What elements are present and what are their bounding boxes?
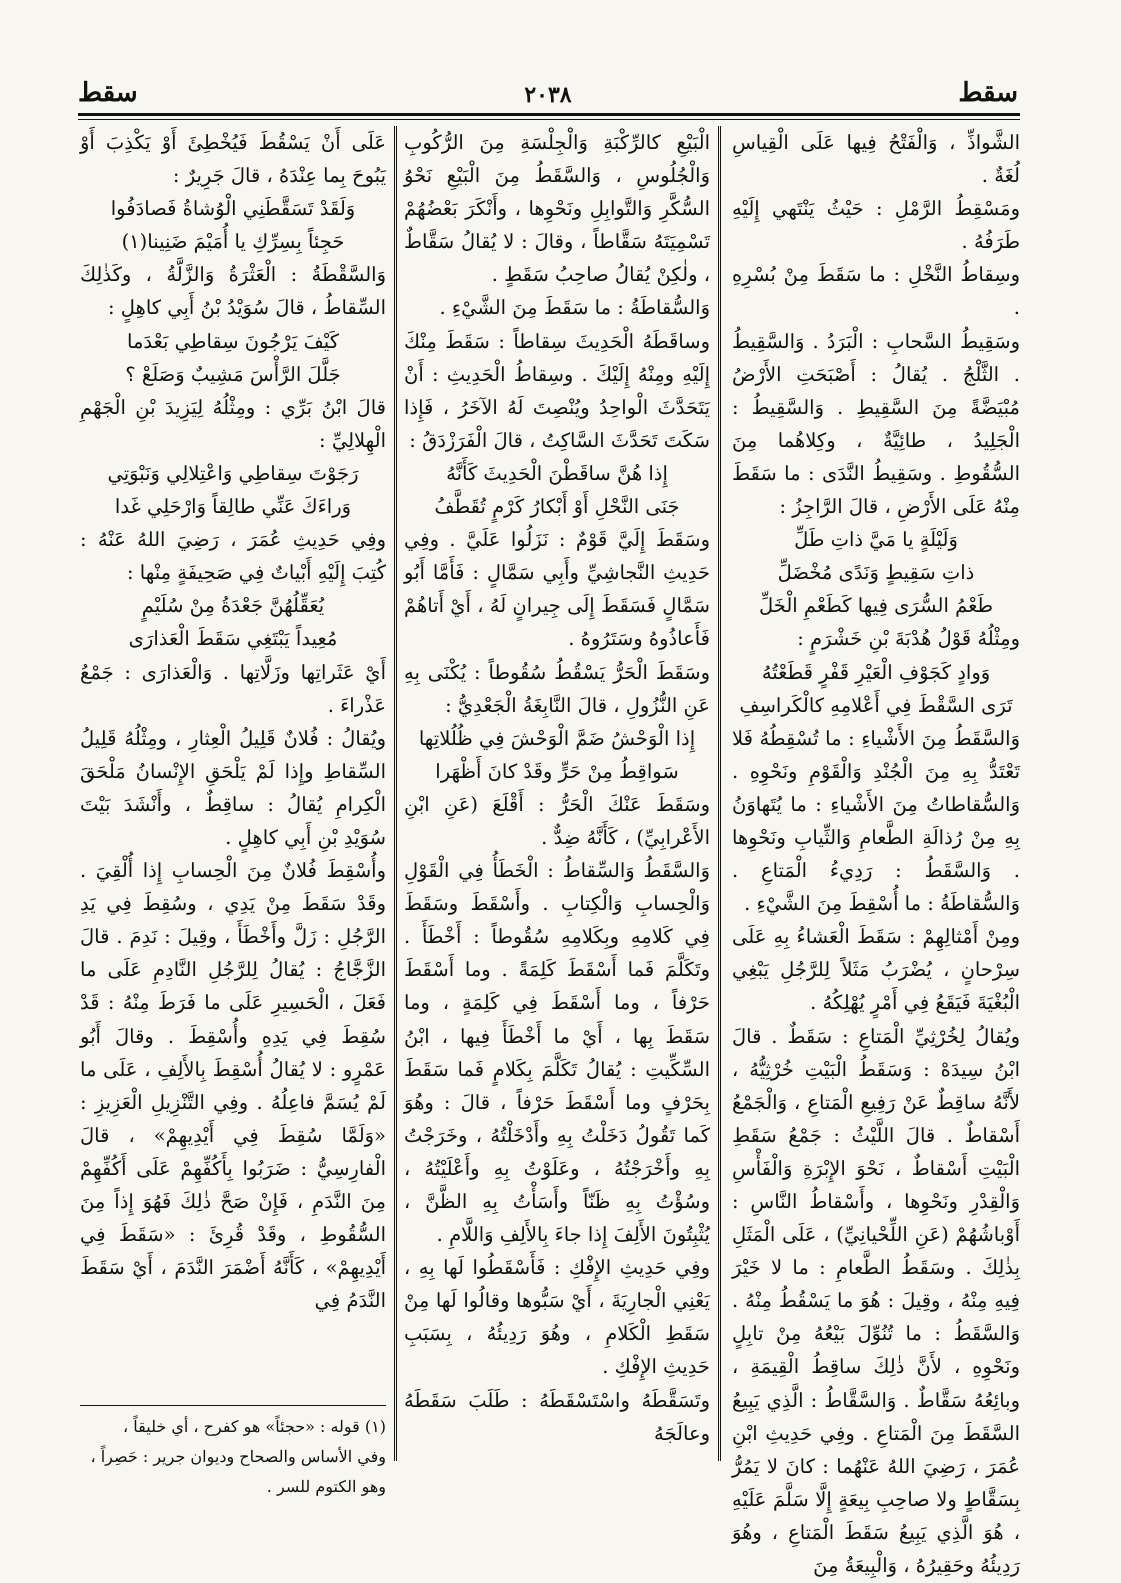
paragraph: وسَقَطَ إِلَيَّ قَوْمٌ : نَزَلُوا عَلَيَّ . وفِي حَدِيثِ النَّجاشِيِّ وأَبِي سَمَّالٍ : فَأَمَّا أَبُو سَمَّالٍ فَسَقَطَ إِلَى جِيرانٍ لَهُ ، أَيْ أَتاهُمْ فَأَعاذُوهُ وسَتَرُوهُ .	[404, 528, 710, 651]
paragraph: وأُسْقِطَ فُلانٌ مِنَ الْحِسابِ إِذا أُلْقِيَ . وقَدْ سَقَطَ مِنْ يَدِي ، وسُقِطَ فِي يَدِ الرَّجُلِ : زَلَّ وأَخْطَأَ ، وقِيلَ : نَدِمَ . قالَ الزَّجَّاجُ : يُقالُ لِلرَّجُلِ النَّادِمِ عَلَى ما فَعَلَ ، الْحَسِيرِ عَلَى ما فَرَطَ مِنْهُ : قَدْ سُقِطَ فِي يَدِهِ وأُسْقِطَ . وقالَ أَبُو عَمْرٍو : لا يُقالُ أُسْقِطَ بِالأَلِفِ ، عَلَى ما لَمْ يُسَمَّ فاعِلُهُ . وفِي التَّنْزِيلِ الْعَزِيزِ : «وَلَمَّا سُقِطَ فِي أَيْدِيهِمْ» ، قالَ الْفارِسِيُّ : ضَرَبُوا بِأَكُفِّهِمْ عَلَى أَكُفِّهِمْ مِنَ النَّدَمِ ، فَإِنْ صَحَّ ذٰلِكَ فَهُوَ إِذاً مِنَ السُّقُوطِ ، وقَدْ قُرِئَ : «سَقَطَ فِي أَيْدِيهِمْ» ، كَأَنَّهُ أَضْمَرَ النَّدَمَ ، أَيْ سَقَطَ النَّدَمُ فِي	[80, 859, 386, 1313]
paragraph: وَالسَّقَطُ وَالسِّقاطُ : الْخَطَأُ فِي الْقَوْلِ وَالْحِسابِ وَالْكِتابِ . وأَسْقَطَ وسَقَطَ فِي كَلامِهِ وبِكَلامِهِ سُقُوطاً : أَخْطَأَ . وتَكَلَّمَ فَما أَسْقَطَ كَلِمَةً . وما أَسْقَطَ حَرْفاً ، وما أَسْقَطَ فِي كَلِمَةٍ ، وما سَقَطَ بِها ، أَيْ ما أَخْطَأَ فِيها ، ابْنُ السِّكِّيتِ : يُقالُ تَكَلَّمَ بِكَلامٍ فَما سَقَطَ بِحَرْفٍ وما أَسْقَطَ حَرْفاً ، قالَ : وهُوَ كَما تَقُولُ دَخَلْتُ بِهِ وأَدْخَلْتُهُ ، وخَرَجْتُ بِهِ وأَخْرَجْتُهُ ، وعَلَوْتُ بِهِ وأَعْلَيْتُهُ ، وسُؤْتُ بِهِ ظَنّاً وأَسَأْتُ بِهِ الظَّنَّ ، يُثْبِتُونَ الأَلِفَ إِذا جاءَ بِالأَلِفِ وَاللَّامِ .	[404, 859, 710, 1247]
paragraph: ومِنْ أَمْثالِهِمْ : سَقَطَ الْعَشاءُ بِهِ عَلَى سِرْحانٍ ، يُضْرَبُ مَثَلاً لِلرَّجُلِ يَبْغِي الْبُغْيَةَ فَيَقَعُ فِي أَمْرٍ يُهْلِكُهُ .	[732, 925, 1020, 1015]
paragraph: وَالسَّقَطُ مِنَ الأَشْياءِ : ما تُسْقِطُهُ فَلا تَعْتَدُّ بِهِ مِنَ الْجُنْدِ وَالْقَوْمِ ونَحْوِهِ . وَالسُّقاطاتُ مِنَ الأَشْياءِ : ما يُتَهاوَنُ بِهِ مِنْ رُذالَةِ الطَّعامِ وَالثِّيابِ ونَحْوِها . وَالسَّقَطُ : رَدِيءُ الْمَتاعِ . وَالسُّقاطَةُ : ما أُسْقِطَ مِنَ الشَّيْءِ .	[732, 726, 1020, 916]
verse-line: إِذا هُنَّ ساقَطْنَ الْحَدِيثَ كَأَنَّهُ	[446, 461, 668, 485]
footnote-line: (١) قوله : «حجئاً» هو كفرح ، أي خليقاً ،	[123, 1417, 386, 1436]
paragraph: الْبَيْعِ كالرِّكْبَةِ وَالْجِلْسَةِ مِنَ الرُّكُوبِ وَالْجُلُوسِ ، وَالسَّقَطُ مِنَ الْبَيْعِ نَحْوُ السُّكَّرِ وَالتَّوابِلِ ونَحْوِها ، وأَنْكَرَ بَعْضُهُمْ تَسْمِيَتَهُ سَقَّاطاً ، وقالَ : لا يُقالُ سَقَّاطٌ ، ولٰكِنْ يُقالُ صاحِبُ سَقَطٍ .	[404, 131, 710, 287]
paragraph: وفِي حَدِيثِ عُمَرَ ، رَضِيَ اللهُ عَنْهُ : كُتِبَ إِلَيْهِ أَبْياتٌ فِي صَحِيفَةٍ مِنْها :	[80, 528, 386, 585]
verse-line: ذاتِ سَقِيطٍ وَنَدًى مُخْضَلِّ	[777, 561, 975, 585]
headword-left: سقط	[78, 78, 138, 108]
paragraph: ومِثْلُهُ قَوْلُ هُدْبَةَ بْنِ خَشْرَمٍ :	[797, 627, 1020, 651]
paragraph: وسَقِيطُ السَّحابِ : الْبَرَدُ . وَالسَّقِيطُ . الثَّلْجُ . يُقالُ : أَصْبَحَتِ الأَرْضُ مُبْيَضَّةً مِنَ السَّقِيطِ . وَالسَّقِيطُ : الْجَلِيدُ ، طائِيَّةٌ ، وكِلاهُما مِنَ السُّقُوطِ . وسَقِيطُ النَّدَى : ما سَقَطَ مِنْهُ عَلَى الأَرْضِ ، قالَ الرَّاجِزُ :	[732, 329, 1020, 519]
paragraph: ويُقالُ : فُلانٌ قَلِيلُ الْعِثارِ ، ومِثْلُهُ قَلِيلُ السِّقاطِ وإِذا لَمْ يَلْحَقِ الإِنْسانُ مَلْحَقَ الْكِرامِ يُقالُ : ساقِطٌ ، وأَنْشَدَ بَيْتَ سُوَيْدِ بْنِ أَبِي كاهِلٍ .	[80, 726, 386, 849]
footnote-rule	[80, 1405, 386, 1406]
paragraph: قالَ ابْنُ بَرِّي : ومِثْلُهُ لِيَزِيدَ بْنِ الْجَهْمِ الْهِلالِيِّ :	[80, 395, 386, 452]
verse-line: وَراءَكَ عَنِّي طالِقاً وَارْحَلِي غَدا	[114, 495, 352, 519]
paragraph: وساقَطَهُ الْحَدِيثَ سِقاطاً : سَقَطَ مِنْكَ إِلَيْهِ ومِنْهُ إِلَيْكَ . وسِقاطُ الْحَدِيثِ : أَنْ يَتَحَدَّثَ الْواحِدُ ويُنْصِتَ لَهُ الآخَرُ ، فَإِذا سَكَتَ تَحَدَّثَ السَّاكِتُ ، قالَ الْفَرَزْدَقُ :	[404, 329, 710, 452]
headword-right: سقط	[958, 78, 1018, 108]
verse-line: حَجِئاً بِسِرِّكِ يا أُمَيْمَ ضَنِينا(١)	[121, 230, 345, 254]
verse-line: رَجَوْتَ سِقاطِي وَاعْتِلالِي وَنَبْوَتِي	[107, 461, 359, 485]
paragraph: وسَقَطَ عَنْكَ الْحَرُّ : أَقْلَعَ (عَنِ ابْنِ الأَعْرابِيِّ) ، كَأَنَّهُ ضِدٌّ .	[404, 792, 710, 849]
verse-line: يُعَقِّلُهُنَّ جَعْدَةُ مِنْ سُلَيْمٍ	[141, 594, 325, 618]
page-number: ٢٠٣٨	[524, 82, 572, 108]
verse-line: وَوادٍ كَجَوْفِ الْعَيْرِ قَفْرٍ قَطَعْتُهُ	[761, 660, 991, 684]
paragraph: ويُقالُ لِخُرْثِيِّ الْمَتاعِ : سَقَطٌ . قالَ ابْنُ سِيدَهْ : وَسَقَطُ الْبَيْتِ خُرْثِيُّهُ ، لأَنَّهُ ساقِطٌ عَنْ رَفِيعِ الْمَتاعِ ، وَالْجَمْعُ أَسْقاطٌ . قالَ اللَّيْثُ : جَمْعُ سَقَطِ الْبَيْتِ أَسْقاطٌ ، نَحْوَ الإِبْرَةِ وَالْفَأْسِ وَالْقِدْرِ ونَحْوِها ، وأَسْقاطُ النَّاسِ : أَوْباشُهُمْ (عَنِ اللِّحْيانِيِّ) ، عَلَى الْمَثَلِ بِذٰلِكَ . وسَقَطُ الطَّعامِ : ما لا خَيْرَ فِيهِ مِنْهُ ، وقِيلَ : هُوَ ما يَسْقُطُ مِنْهُ . وَالسَّقَطُ : ما تُنُوِّلَ بَيْعُهُ مِنْ تابِلٍ ونَحْوِهِ ، لأَنَّ ذٰلِكَ ساقِطُ الْقِيمَةِ ، وبائِعُهُ سَقَّاطٌ . وَالسَّقَّاطُ : الَّذِي يَبِيعُ السَّقَطَ مِنَ الْمَتاعِ . وفِي حَدِيثِ ابْنِ عُمَرَ ، رَضِيَ اللهُ عَنْهُما : كانَ لا يَمُرُّ بِسَقَّاطٍ ولا صاحِبِ بِيعَةٍ إِلَّا سَلَّمَ عَلَيْهِ ، هُوَ الَّذِي يَبِيعُ سَقَطَ الْمَتاعِ ، وهُوَ رَدِيئُهُ وحَقِيرُهُ ، وَالْبِيعَةُ مِنَ	[732, 1024, 1020, 1578]
verse-line: وَلَقَدْ تَسَقَّطَنِي الْوُشاةُ فَصادَفُوا	[110, 197, 356, 221]
column-middle	[404, 126, 710, 1456]
column-divider	[718, 126, 721, 1461]
verse-line: إِذا الْوَحْشُ ضَمَّ الْوَحْشَ فِي ظُلُلاتِها	[418, 726, 696, 750]
paragraph: وسِقاطُ النَّخْلِ : ما سَقَطَ مِنْ بُسْرِهِ .	[732, 263, 1020, 320]
paragraph: ومَسْقِطُ الرَّمْلِ : حَيْثُ يَنْتَهي إِلَيْهِ طَرَفُهُ .	[732, 197, 1020, 254]
paragraph: وَالسُّقاطَةُ : ما سَقَطَ مِنَ الشَّيْءِ .	[439, 296, 710, 320]
verse-line: مُعِيداً يَبْتَغِي سَقَطَ الْعَذارَى	[128, 627, 338, 651]
footnote-line: وهو الكتوم للسر .	[266, 1477, 386, 1496]
paragraph: الشَّواذِّ ، وَالْفَتْحُ فِيها عَلَى الْقِياسِ لُغَةٌ .	[732, 131, 1020, 188]
verse-line: جَنَى النَّحْلِ أَوْ أَبْكارُ كَرْمٍ تُقَطَّفُ	[434, 495, 680, 519]
header-rule-thin	[78, 119, 1020, 120]
paragraph: وتَسَقَّطَهُ واسْتَسْقَطَهُ : طَلَبَ سَقَطَهُ وعالَجَهُ	[404, 1388, 710, 1445]
verse-line: كَيْفَ يَرْجُونَ سِقاطِي بَعْدَما	[127, 329, 339, 353]
footnote	[80, 1412, 386, 1502]
column-divider	[394, 126, 397, 1461]
column-right	[732, 126, 1020, 1578]
verse-line: تَرَى السَّقْطَ فِي أَعْلامِهِ كالْكَراسِفِ	[739, 693, 1013, 717]
verse-line: جَلَّلَ الرَّأْسَ مَشِيبٌ وَصَلَعْ ؟	[125, 362, 341, 386]
paragraph: وسَقَطَ الْحَرُّ يَسْقُطُ سُقُوطاً : يُكْنَى بِهِ عَنِ النُّزُولِ ، قالَ النَّابِغَةُ الْجَعْدِيُّ :	[404, 660, 710, 717]
header-rule	[78, 113, 1020, 116]
footnote-line: وفي الأساس والصحاح وديوان جرير : حَصِراً ،	[90, 1447, 386, 1466]
verse-line: طَعْمُ السُّرَى فِيها كَطَعْمِ الْخَلِّ	[759, 594, 993, 618]
page-header	[78, 78, 1018, 110]
paragraph: عَلَى أَنْ يَسْقُطَ فَيُخْطِئَ أَوْ يَكْذِبَ أَوْ يَبُوحَ بِما عِنْدَهُ ، قالَ جَرِيرٌ :	[80, 131, 386, 188]
column-left	[80, 126, 386, 1396]
paragraph: وَالسَّقْطَةُ : الْعَثْرَةُ وَالزَّلَّةُ ، وكَذٰلِكَ السِّقاطُ ، قالَ سُوَيْدُ بْنُ أَبِي كاهِلٍ :	[80, 263, 386, 320]
paragraph: أَيْ عَثَراتِها وزَلَّاتِها . وَالْعَذارَى : جَمْعُ عَذْراءَ .	[80, 660, 386, 717]
verse-line: سَواقِطُ مِنْ حَرٍّ وقَدْ كانَ أَظْهَرا	[435, 759, 679, 783]
paragraph: وفِي حَدِيثِ الإِفْكِ : فَأَسْقَطُوا لَها بِهِ ، يَعْنِي الْجارِيَةَ ، أَيْ سَبُّوها وقالُوا لَها مِنْ سَقَطِ الْكَلامِ ، وهُوَ رَدِيئُهُ ، بِسَبَبِ حَدِيثِ الإِفْكِ .	[404, 1256, 710, 1379]
verse-line: وَلَيْلَةٍ يا مَيَّ ذاتِ طَلِّ	[794, 528, 958, 552]
